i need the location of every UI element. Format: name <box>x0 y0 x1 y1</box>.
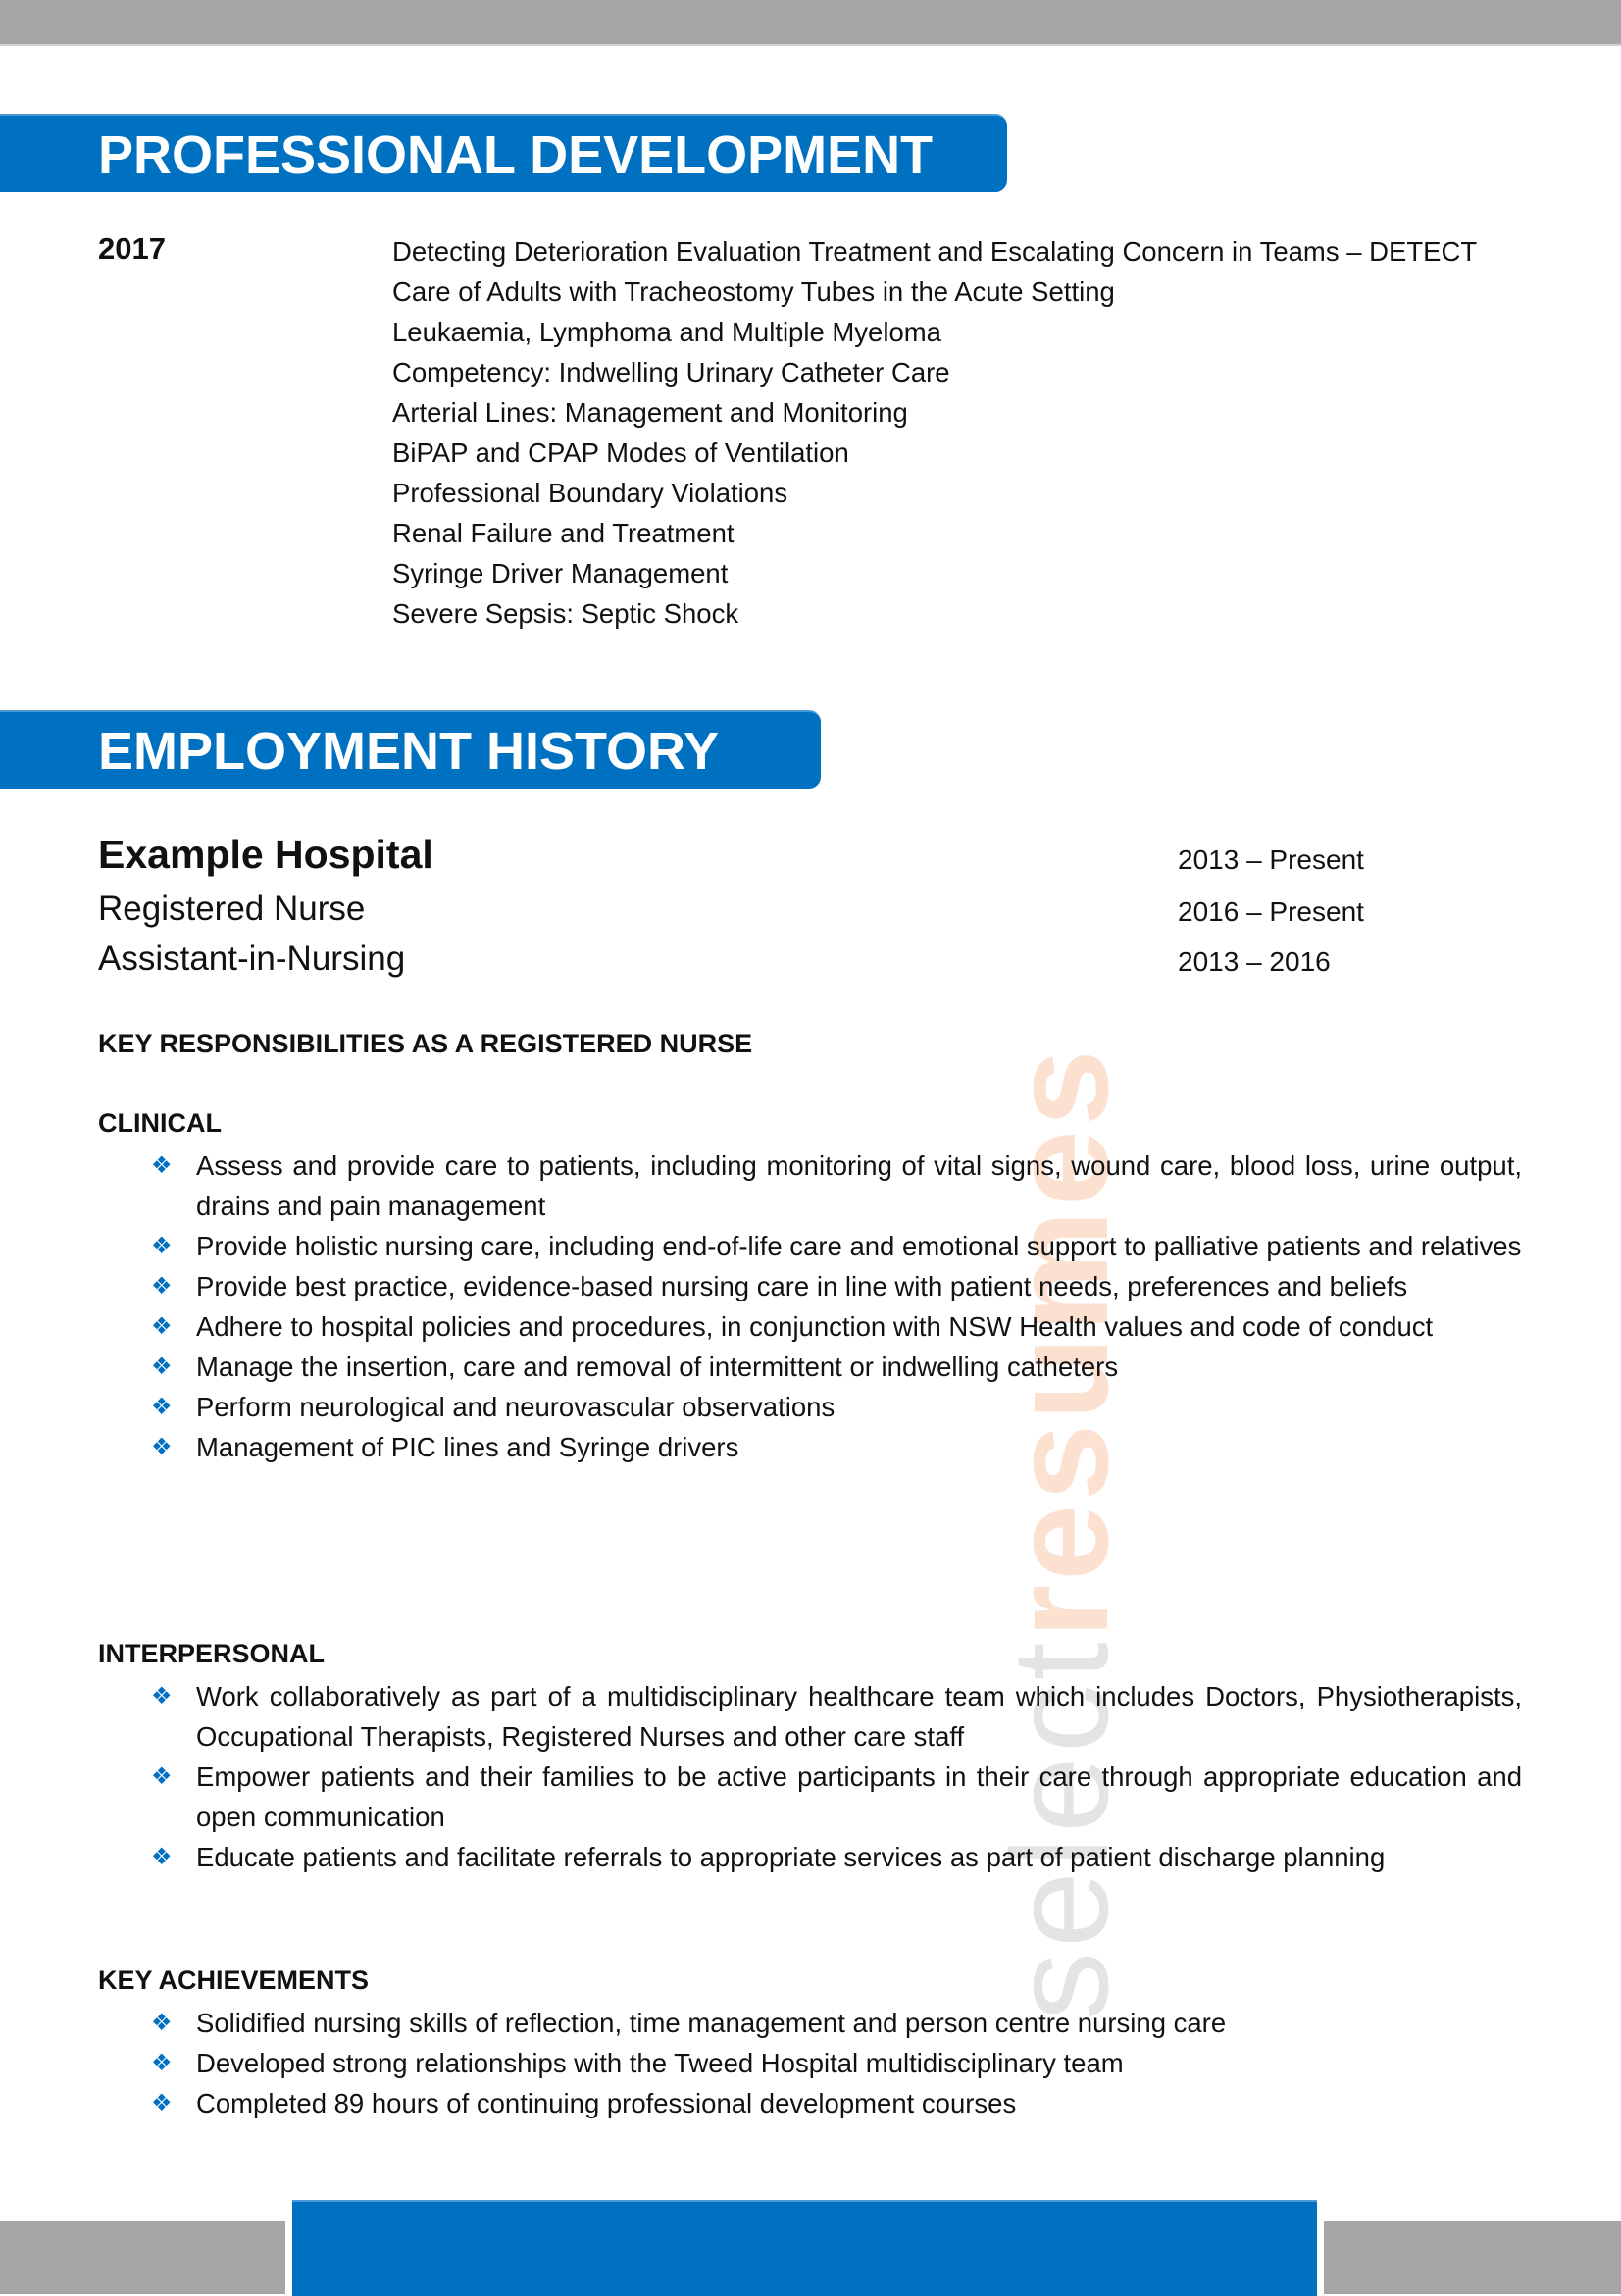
list-item <box>98 2043 1522 2083</box>
list-item <box>98 1676 1522 1757</box>
diamond-bullet-icon: ❖ <box>151 1273 173 1300</box>
footer-band-left <box>0 2221 285 2294</box>
pd-course: Leukaemia, Lymphoma and Multiple Myeloma <box>392 317 941 347</box>
diamond-bullet-icon: ❖ <box>151 1233 173 1259</box>
pd-course: Care of Adults with Tracheostomy Tubes in the Acute Setting <box>392 277 1115 307</box>
list-item-text: Educate patients and facilitate referrals to appropriate services as part of patient discharge planning <box>196 1842 1386 1872</box>
pd-course: Competency: Indwelling Urinary Catheter Care <box>392 357 950 387</box>
list-item <box>98 1146 1522 1226</box>
list-item <box>98 1757 1522 1837</box>
diamond-bullet-icon: ❖ <box>151 2010 173 2036</box>
clinical-list <box>98 1146 1522 1467</box>
role-dates: 2013 – 2016 <box>1178 946 1331 977</box>
pd-course: Arterial Lines: Management and Monitoring <box>392 397 908 428</box>
list-item-text: Solidified nursing skills of reflection, time management and person centre nursing care <box>196 2008 1227 2038</box>
pd-course: BiPAP and CPAP Modes of Ventilation <box>392 437 849 468</box>
pd-course: Professional Boundary Violations <box>392 478 788 508</box>
diamond-bullet-icon: ❖ <box>151 2050 173 2076</box>
list-item <box>98 1387 1522 1427</box>
section-heading-professional-development: PROFESSIONAL DEVELOPMENT <box>0 114 1007 192</box>
list-item <box>98 2003 1522 2043</box>
employer-dates: 2013 – Present <box>1178 844 1364 875</box>
diamond-bullet-icon: ❖ <box>151 1152 173 1179</box>
diamond-bullet-icon: ❖ <box>151 1394 173 1420</box>
interpersonal-heading: INTERPERSONAL <box>98 1639 326 1668</box>
list-item <box>98 1837 1522 1877</box>
list-item-text: Manage the insertion, care and removal of intermittent or indwelling catheters <box>196 1352 1119 1382</box>
pd-course: Renal Failure and Treatment <box>392 518 735 548</box>
watermark-text-1: select <box>983 1638 1137 2020</box>
section-heading-employment-history: EMPLOYMENT HISTORY <box>0 710 821 789</box>
list-item-text: Developed strong relationships with the Tweed Hospital multidisciplinary team <box>196 2048 1124 2078</box>
watermark-text-2: resumes <box>983 1046 1137 1639</box>
diamond-bullet-icon: ❖ <box>151 1844 173 1870</box>
diamond-bullet-icon: ❖ <box>151 1434 173 1460</box>
diamond-bullet-icon: ❖ <box>151 2090 173 2117</box>
list-item-text: Completed 89 hours of continuing professional development courses <box>196 2088 1017 2118</box>
key-responsibilities-heading: KEY RESPONSIBILITIES AS A REGISTERED NURSE <box>98 1029 753 1058</box>
list-item <box>98 1427 1522 1467</box>
achievements-heading: KEY ACHIEVEMENTS <box>98 1965 370 1995</box>
role-title: Registered Nurse <box>98 890 366 928</box>
footer-band-right <box>1324 2221 1621 2294</box>
role-title: Assistant-in-Nursing <box>98 940 406 978</box>
list-item-text: Work collaboratively as part of a multidisciplinary healthcare team which includes Doctors, Physiotherapists, Occupational Therapists, Registered Nurses and other care staff <box>196 1681 1522 1752</box>
list-item <box>98 2083 1522 2123</box>
list-item-text: Provide holistic nursing care, including end-of-life care and emotional support to palliative patients and relatives <box>196 1231 1522 1261</box>
role-dates: 2016 – Present <box>1178 896 1364 927</box>
achievements-list <box>98 2003 1522 2123</box>
list-item-text: Empower patients and their families to be active participants in their care through appropriate education and open communication <box>196 1761 1522 1832</box>
diamond-bullet-icon: ❖ <box>151 1313 173 1340</box>
list-item <box>98 1306 1522 1347</box>
pd-year: 2017 <box>98 231 166 266</box>
pd-course-list <box>392 231 1520 634</box>
list-item-text: Management of PIC lines and Syringe drivers <box>196 1432 739 1462</box>
list-item-text: Assess and provide care to patients, including monitoring of vital signs, wound care, blood loss, urine output, drains and pain management <box>196 1150 1522 1221</box>
diamond-bullet-icon: ❖ <box>151 1353 173 1380</box>
diamond-bullet-icon: ❖ <box>151 1763 173 1790</box>
pd-course: Severe Sepsis: Septic Shock <box>392 598 739 629</box>
pd-course: Detecting Deterioration Evaluation Treatment and Escalating Concern in Teams – DETECT <box>392 236 1478 267</box>
list-item-text: Perform neurological and neurovascular observations <box>196 1392 836 1422</box>
header-band <box>0 0 1621 46</box>
interpersonal-list <box>98 1676 1522 1877</box>
list-item-text: Provide best practice, evidence-based nursing care in line with patient needs, preferences and beliefs <box>196 1271 1408 1301</box>
pd-course: Syringe Driver Management <box>392 558 729 588</box>
footer-band-center <box>292 2200 1317 2296</box>
employer-name: Example Hospital <box>98 832 433 877</box>
clinical-heading: CLINICAL <box>98 1108 222 1138</box>
list-item-text: Adhere to hospital policies and procedures, in conjunction with NSW Health values and code of conduct <box>196 1311 1434 1342</box>
list-item <box>98 1266 1522 1306</box>
diamond-bullet-icon: ❖ <box>151 1683 173 1709</box>
list-item <box>98 1347 1522 1387</box>
list-item <box>98 1226 1522 1266</box>
